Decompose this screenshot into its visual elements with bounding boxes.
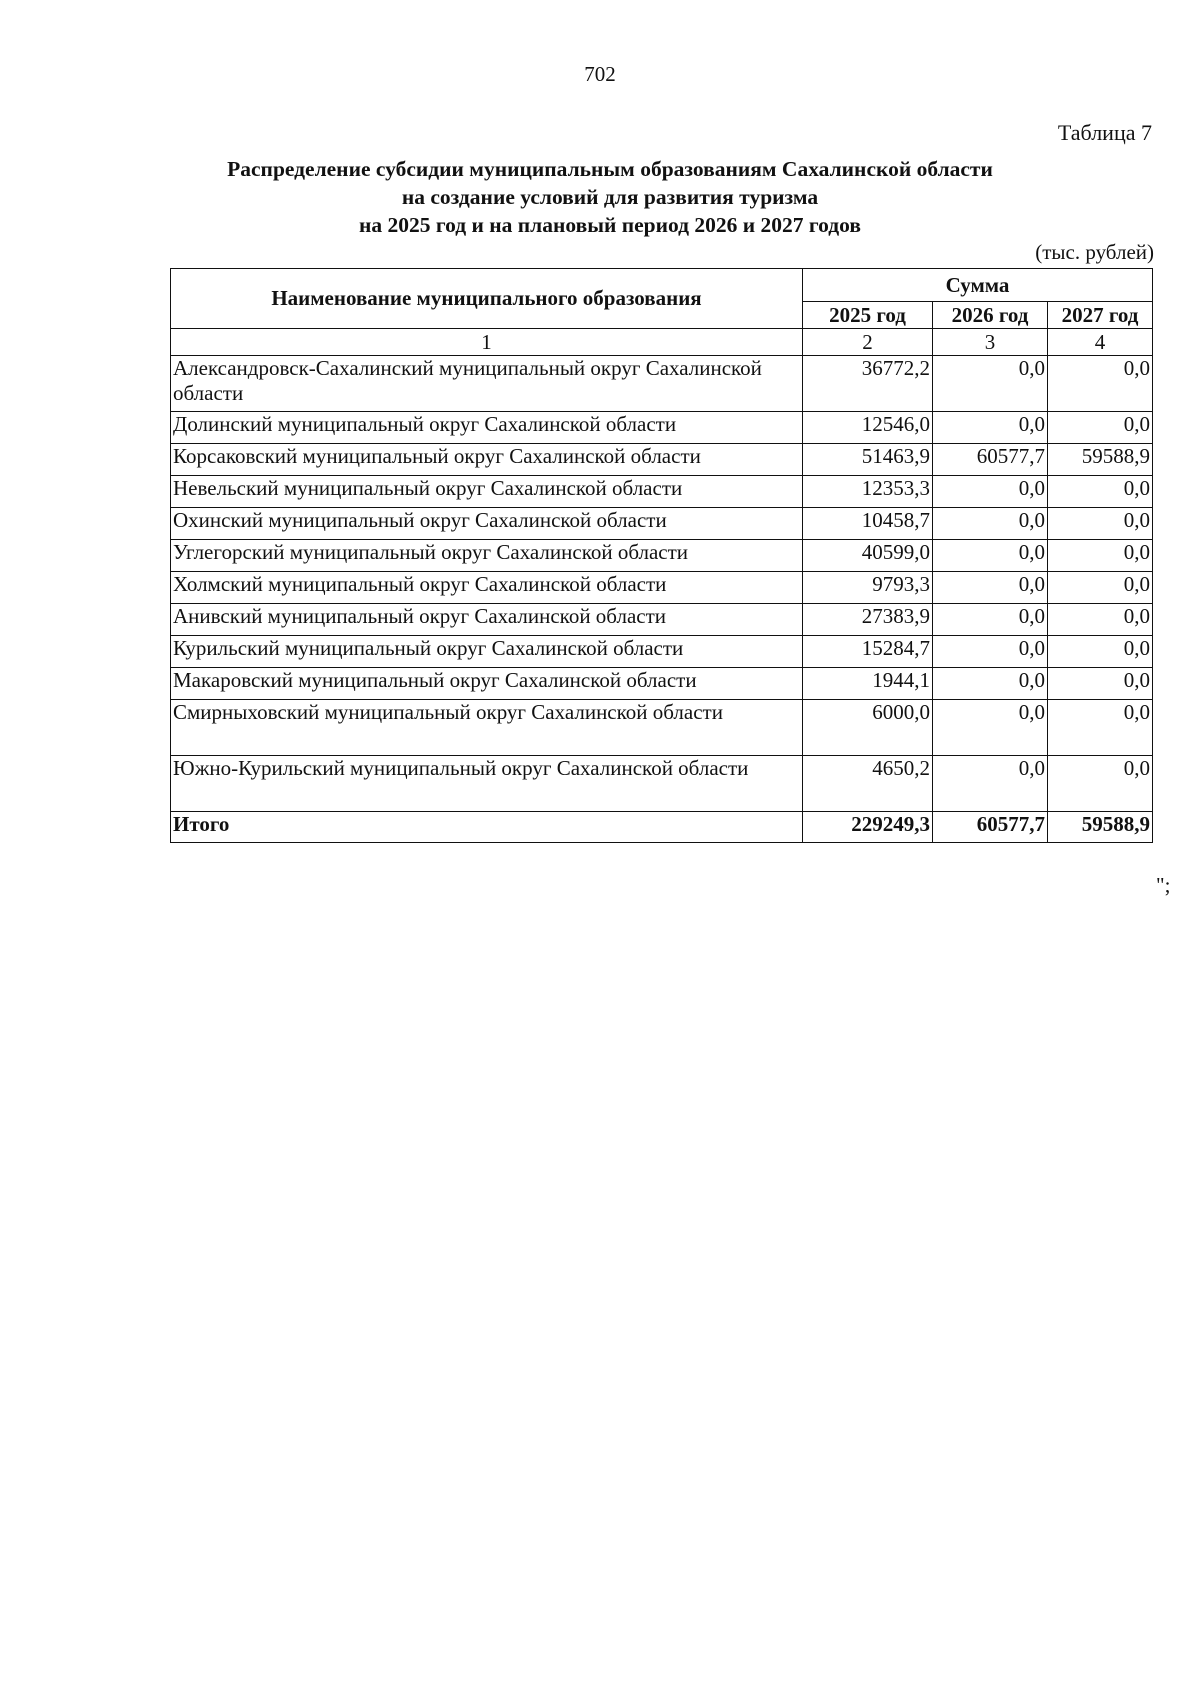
header-year-2025: 2025 год (803, 302, 933, 329)
value-2025: 51463,9 (803, 444, 933, 476)
value-2026: 0,0 (933, 540, 1048, 572)
table-row (171, 540, 1153, 572)
value-2026: 0,0 (933, 700, 1048, 756)
value-2027: 0,0 (1048, 604, 1153, 636)
municipality-name: Александровск-Сахалинский муниципальный округ Сахалинской области (171, 356, 803, 412)
value-2025: 12353,3 (803, 476, 933, 508)
table-row (171, 668, 1153, 700)
value-2026: 0,0 (933, 356, 1048, 412)
table-label: Таблица 7 (1057, 120, 1152, 145)
municipality-name: Холмский муниципальный округ Сахалинской области (171, 572, 803, 604)
header-year-2026: 2026 год (933, 302, 1048, 329)
value-2027: 0,0 (1048, 700, 1153, 756)
table-row (171, 444, 1153, 476)
municipality-name: Южно-Курильский муниципальный округ Сахалинской области (171, 756, 803, 812)
value-2027: 0,0 (1048, 668, 1153, 700)
table-row (171, 356, 1153, 412)
municipality-name: Углегорский муниципальный округ Сахалинской области (171, 540, 803, 572)
header-sum: Сумма (803, 269, 1153, 302)
value-2025: 10458,7 (803, 508, 933, 540)
page-number: 702 (584, 62, 616, 86)
value-2027: 0,0 (1048, 572, 1153, 604)
column-index: 4 (1048, 329, 1153, 356)
value-2025: 36772,2 (803, 356, 933, 412)
table-row (171, 412, 1153, 444)
closing-quote-mark: "; (1156, 873, 1171, 897)
value-2025: 15284,7 (803, 636, 933, 668)
total-2027: 59588,9 (1048, 812, 1153, 843)
value-2027: 0,0 (1048, 756, 1153, 812)
municipality-name: Анивский муниципальный округ Сахалинской области (171, 604, 803, 636)
column-index: 2 (803, 329, 933, 356)
column-index: 3 (933, 329, 1048, 356)
value-2026: 0,0 (933, 508, 1048, 540)
table-row (171, 572, 1153, 604)
value-2025: 12546,0 (803, 412, 933, 444)
table-row (171, 636, 1153, 668)
value-2026: 0,0 (933, 572, 1048, 604)
value-2026: 0,0 (933, 636, 1048, 668)
value-2027: 0,0 (1048, 540, 1153, 572)
value-2027: 0,0 (1048, 356, 1153, 412)
header-year-2027: 2027 год (1048, 302, 1153, 329)
title-line-3: на 2025 год и на плановый период 2026 и 2027 годов (359, 213, 861, 237)
value-2027: 59588,9 (1048, 444, 1153, 476)
municipality-name: Макаровский муниципальный округ Сахалинской области (171, 668, 803, 700)
total-2025: 229249,3 (803, 812, 933, 843)
value-2026: 0,0 (933, 476, 1048, 508)
value-2025: 4650,2 (803, 756, 933, 812)
value-2027: 0,0 (1048, 412, 1153, 444)
table-row (171, 508, 1153, 540)
municipality-name: Курильский муниципальный округ Сахалинской области (171, 636, 803, 668)
municipality-name: Охинский муниципальный округ Сахалинской области (171, 508, 803, 540)
municipality-name: Невельский муниципальный округ Сахалинской области (171, 476, 803, 508)
unit-label: (тыс. рублей) (1035, 240, 1154, 264)
municipality-name: Смирныховский муниципальный округ Сахалинской области (171, 700, 803, 756)
title-line-1: Распределение субсидии муниципальным образованиям Сахалинской области (227, 157, 993, 181)
table-row (171, 756, 1153, 812)
value-2027: 0,0 (1048, 476, 1153, 508)
table-row (171, 604, 1153, 636)
total-2026: 60577,7 (933, 812, 1048, 843)
municipality-name: Корсаковский муниципальный округ Сахалинской области (171, 444, 803, 476)
value-2025: 27383,9 (803, 604, 933, 636)
column-index: 1 (171, 329, 803, 356)
value-2027: 0,0 (1048, 636, 1153, 668)
title-line-2: на создание условий для развития туризма (401, 185, 819, 209)
subsidy-table (170, 268, 1153, 843)
value-2025: 9793,3 (803, 572, 933, 604)
table-title (160, 155, 1060, 239)
value-2025: 40599,0 (803, 540, 933, 572)
total-label: Итого (171, 812, 803, 843)
value-2026: 0,0 (933, 604, 1048, 636)
municipality-name: Долинский муниципальный округ Сахалинской области (171, 412, 803, 444)
value-2027: 0,0 (1048, 508, 1153, 540)
header-name: Наименование муниципального образования (171, 269, 803, 329)
value-2025: 1944,1 (803, 668, 933, 700)
value-2026: 0,0 (933, 412, 1048, 444)
table-row (171, 476, 1153, 508)
value-2025: 6000,0 (803, 700, 933, 756)
value-2026: 60577,7 (933, 444, 1048, 476)
total-row (171, 812, 1153, 843)
table-row (171, 700, 1153, 756)
value-2026: 0,0 (933, 756, 1048, 812)
value-2026: 0,0 (933, 668, 1048, 700)
